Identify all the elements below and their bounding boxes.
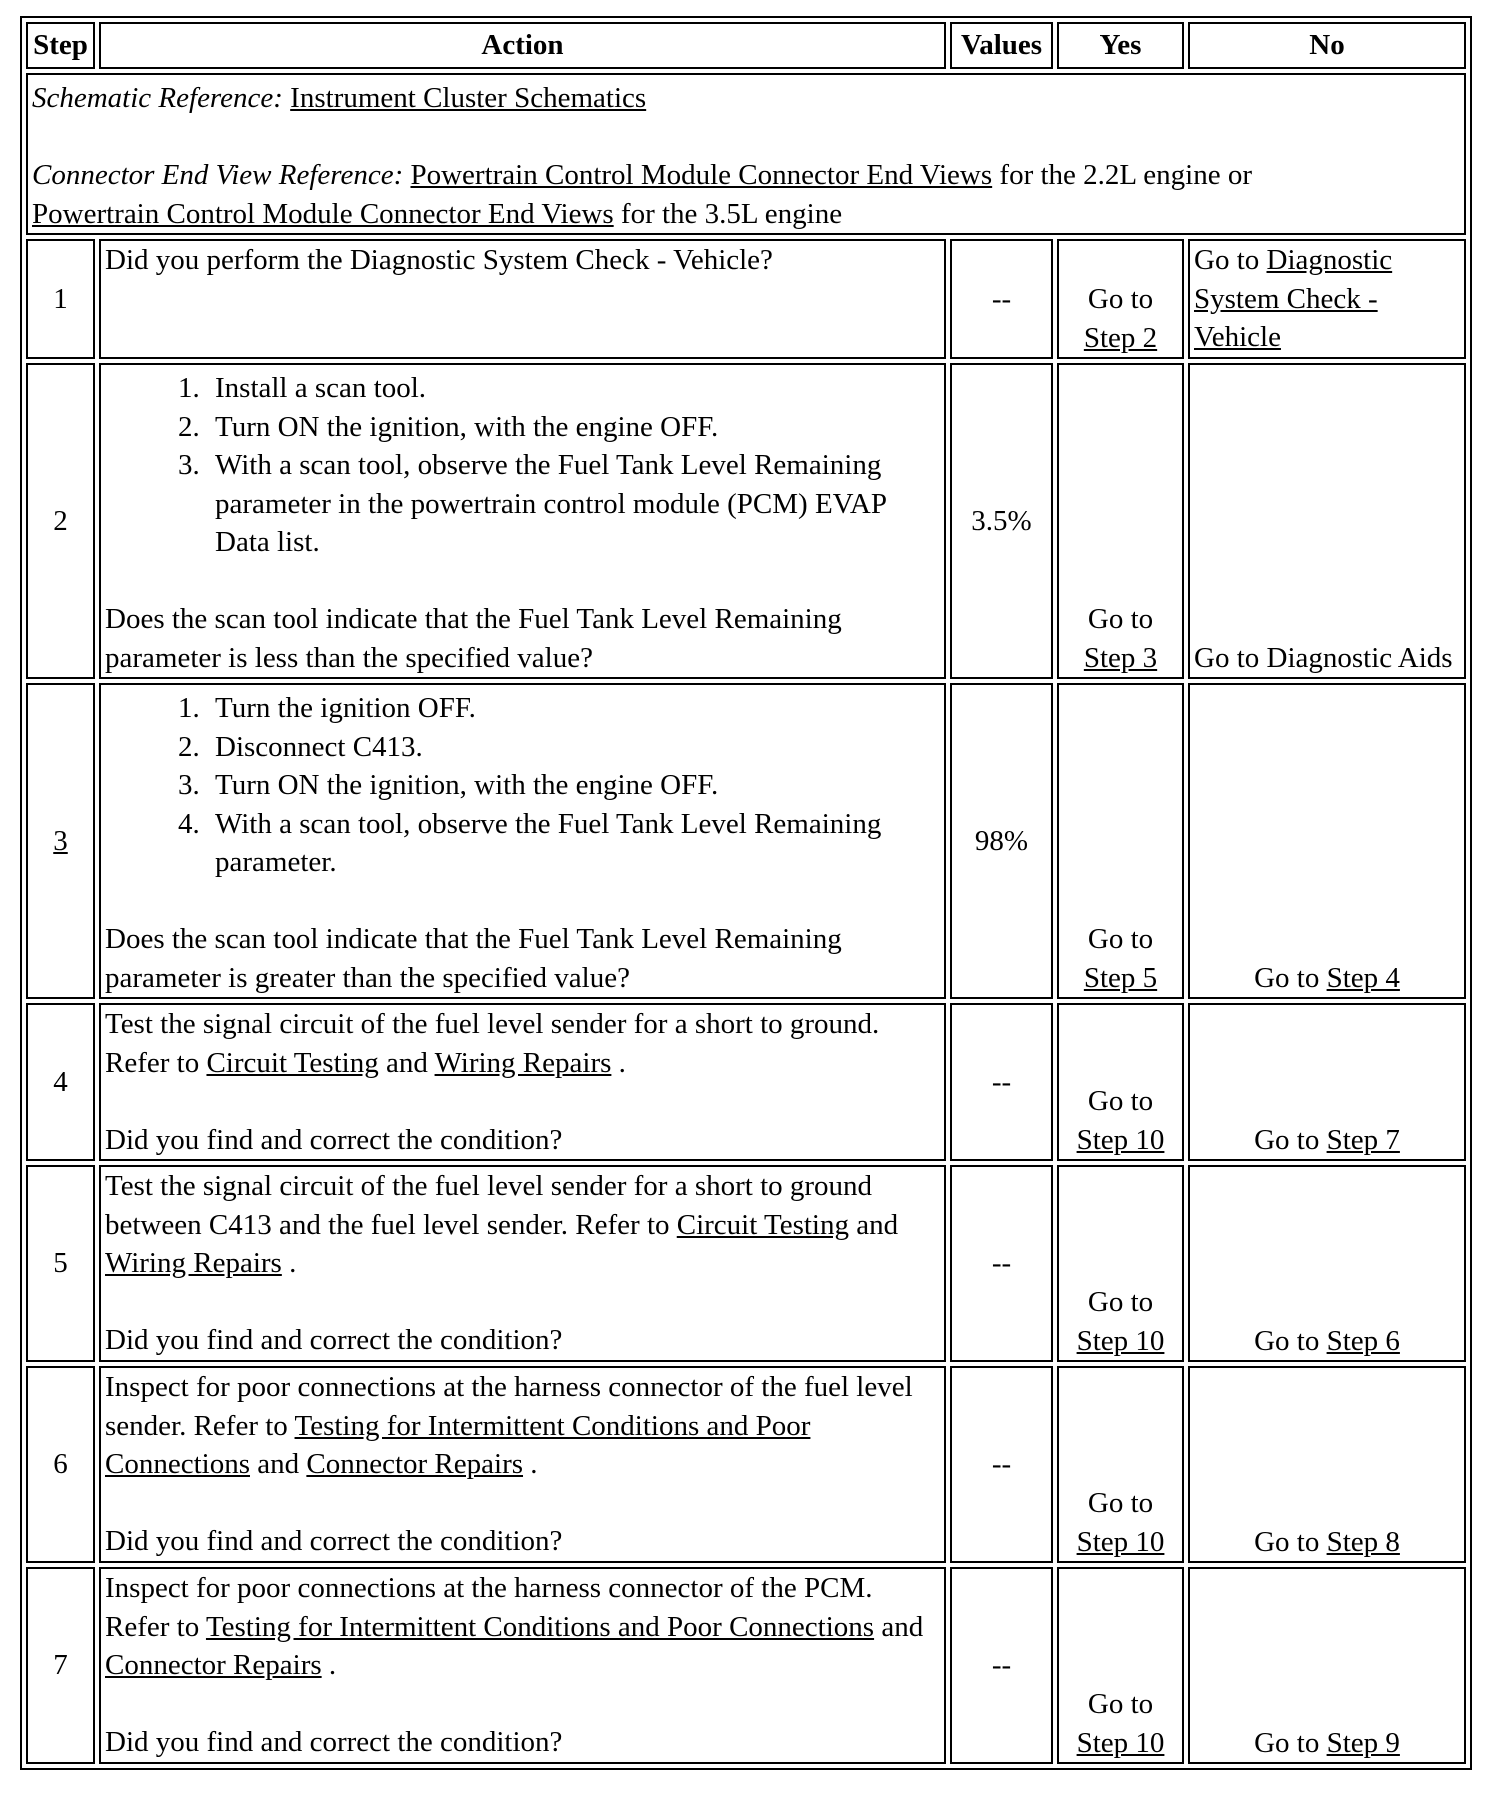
instruction-list — [105, 369, 940, 562]
action-text: Test the signal circuit of the fuel level sender for a short to ground. Refer to — [105, 1008, 880, 1079]
no-cell — [1188, 239, 1466, 359]
yes-cell — [1057, 1003, 1184, 1161]
instruction-item: 4. With a scan tool, observe the Fuel Tank Level Remaining parameter. — [207, 805, 940, 882]
no-prefix: Go to — [1254, 1726, 1320, 1759]
table-row — [26, 363, 1466, 679]
action-question: Did you find and correct the condition? — [105, 1726, 563, 1758]
schematic-reference-link[interactable]: Instrument Cluster Schematics — [290, 82, 647, 114]
connector-repairs-link[interactable]: Connector Repairs — [306, 1448, 524, 1480]
instruction-item: 2. Disconnect C413. — [207, 728, 940, 767]
no-step-link[interactable]: Step 6 — [1326, 1324, 1400, 1357]
circuit-testing-link[interactable]: Circuit Testing — [676, 1208, 849, 1241]
no-cell — [1188, 1003, 1466, 1161]
yes-prefix: Go to — [1087, 1286, 1154, 1318]
yes-prefix: Go to — [1087, 1487, 1154, 1519]
header-row — [26, 22, 1466, 69]
no-cell — [1188, 1165, 1466, 1362]
no-step-link[interactable]: Step 9 — [1326, 1726, 1400, 1759]
no-text: Go to Diagnostic Aids — [1194, 641, 1453, 674]
no-prefix: Go to — [1194, 244, 1260, 276]
table-row — [26, 1366, 1466, 1563]
value-cell: 98% — [950, 683, 1053, 999]
yes-cell — [1057, 363, 1184, 679]
instruction-item: 3. With a scan tool, observe the Fuel Tank Level Remaining parameter in the powertrain control module (PCM) EVAP Data list. — [207, 446, 940, 562]
action-question: Did you perform the Diagnostic System Check - Vehicle? — [105, 244, 773, 276]
header-action: Action — [99, 22, 946, 69]
yes-prefix: Go to — [1087, 1085, 1154, 1117]
connector-reference-mid: for the 2.2L engine or — [999, 159, 1252, 191]
action-cell — [99, 1165, 946, 1362]
no-cell — [1188, 683, 1466, 999]
action-question: Did you find and correct the condition? — [105, 1525, 563, 1557]
no-step-link[interactable]: Step 8 — [1326, 1525, 1400, 1558]
action-cell — [99, 683, 946, 999]
value-cell: -- — [950, 1003, 1053, 1161]
action-question: Does the scan tool indicate that the Fuel Tank Level Remaining parameter is greater than the specified value? — [105, 923, 842, 994]
reference-cell — [26, 73, 1466, 235]
step-number: 1 — [26, 239, 95, 359]
no-step-link[interactable]: Step 7 — [1326, 1123, 1400, 1156]
yes-prefix: Go to — [1087, 1688, 1154, 1720]
conjunction: and — [856, 1208, 899, 1241]
table-row — [26, 683, 1466, 999]
no-prefix: Go to — [1254, 1324, 1320, 1357]
conjunction: and — [881, 1610, 924, 1643]
action-question: Did you find and correct the condition? — [105, 1324, 563, 1356]
yes-cell — [1057, 239, 1184, 359]
action-text: Inspect for poor connections at the harness connector of the PCM. Refer to — [105, 1572, 873, 1643]
intermittent-conditions-link[interactable]: Testing for Intermittent Conditions and Poor Connections — [105, 1409, 811, 1480]
instruction-item: 1. Install a scan tool. — [207, 369, 940, 408]
no-prefix: Go to — [1254, 1525, 1320, 1558]
yes-prefix: Go to — [1087, 603, 1154, 635]
instruction-item: 1. Turn the ignition OFF. — [207, 689, 940, 728]
step-number: 7 — [26, 1567, 95, 1764]
header-values: Values — [950, 22, 1053, 69]
connector-repairs-link[interactable]: Connector Repairs — [105, 1649, 322, 1681]
action-question: Did you find and correct the condition? — [105, 1123, 563, 1156]
table-row — [26, 1165, 1466, 1362]
instruction-item: 2. Turn ON the ignition, with the engine OFF. — [207, 408, 940, 447]
value-cell: -- — [950, 1165, 1053, 1362]
step-number: 2 — [26, 363, 95, 679]
step-number[interactable]: 3 — [26, 683, 95, 999]
value-cell: -- — [950, 1567, 1053, 1764]
yes-step-link[interactable]: Step 5 — [1083, 961, 1158, 994]
yes-prefix: Go to — [1087, 283, 1154, 315]
action-text: Inspect for poor connections at the harness connector of the fuel level sender. Refer to — [105, 1371, 913, 1442]
wiring-repairs-link[interactable]: Wiring Repairs — [434, 1046, 612, 1079]
action-cell — [99, 1567, 946, 1764]
schematic-reference-label: Schematic Reference: — [32, 82, 283, 114]
no-prefix: Go to — [1254, 1123, 1320, 1156]
period: . — [289, 1247, 297, 1279]
no-cell — [1188, 1567, 1466, 1764]
action-cell — [99, 239, 946, 359]
table-row — [26, 239, 1466, 359]
header-yes: Yes — [1057, 22, 1184, 69]
action-question: Does the scan tool indicate that the Fuel Tank Level Remaining parameter is less than the specified value? — [105, 603, 842, 674]
yes-cell — [1057, 683, 1184, 999]
connector-reference-end: for the 3.5L engine — [620, 197, 843, 230]
action-text: Test the signal circuit of the fuel level sender for a short to ground between C413 and the fuel level sender. Refer to — [105, 1170, 873, 1241]
table-row — [26, 1567, 1466, 1764]
instruction-item: 3. Turn ON the ignition, with the engine OFF. — [207, 766, 940, 805]
circuit-testing-link[interactable]: Circuit Testing — [206, 1046, 379, 1079]
action-cell — [99, 1003, 946, 1161]
period: . — [328, 1649, 337, 1681]
action-cell — [99, 363, 946, 679]
no-cell — [1188, 363, 1466, 679]
value-cell: -- — [950, 1366, 1053, 1563]
yes-prefix: Go to — [1087, 923, 1154, 955]
yes-step-link[interactable]: Step 2 — [1083, 321, 1158, 354]
no-prefix: Go to — [1254, 961, 1320, 994]
reference-row — [26, 73, 1466, 235]
header-no: No — [1188, 22, 1466, 69]
yes-cell — [1057, 1366, 1184, 1563]
no-diagnostic-system-check-link[interactable]: Diagnostic System Check - Vehicle — [1194, 244, 1393, 353]
period: . — [530, 1448, 538, 1480]
conjunction: and — [257, 1448, 300, 1480]
no-step-link[interactable]: Step 4 — [1326, 961, 1400, 994]
connector-reference-label: Connector End View Reference: — [32, 159, 404, 191]
connector-end-view-link-2-2l[interactable]: Powertrain Control Module Connector End Views — [410, 159, 993, 191]
step-number: 6 — [26, 1366, 95, 1563]
no-cell — [1188, 1366, 1466, 1563]
table-row — [26, 1003, 1466, 1161]
value-cell: 3.5% — [950, 363, 1053, 679]
value-cell: -- — [950, 239, 1053, 359]
wiring-repairs-link[interactable]: Wiring Repairs — [105, 1247, 282, 1279]
yes-step-link[interactable]: Step 10 — [1076, 1726, 1165, 1759]
yes-step-link[interactable]: Step 10 — [1076, 1324, 1165, 1357]
diagnostic-table — [20, 16, 1472, 1770]
yes-cell — [1057, 1165, 1184, 1362]
yes-step-link[interactable]: Step 3 — [1083, 641, 1158, 674]
yes-step-link[interactable]: Step 10 — [1076, 1123, 1165, 1156]
intermittent-conditions-link[interactable]: Testing for Intermittent Conditions and Poor Connections — [205, 1610, 875, 1643]
instruction-list — [105, 689, 940, 882]
action-cell — [99, 1366, 946, 1563]
yes-cell — [1057, 1567, 1184, 1764]
header-step: Step — [26, 22, 95, 69]
conjunction: and — [385, 1046, 428, 1079]
step-number: 4 — [26, 1003, 95, 1161]
yes-step-link[interactable]: Step 10 — [1076, 1525, 1165, 1558]
step-number: 5 — [26, 1165, 95, 1362]
connector-end-view-link-3-5l[interactable]: Powertrain Control Module Connector End Views — [32, 197, 614, 230]
period: . — [618, 1046, 626, 1079]
